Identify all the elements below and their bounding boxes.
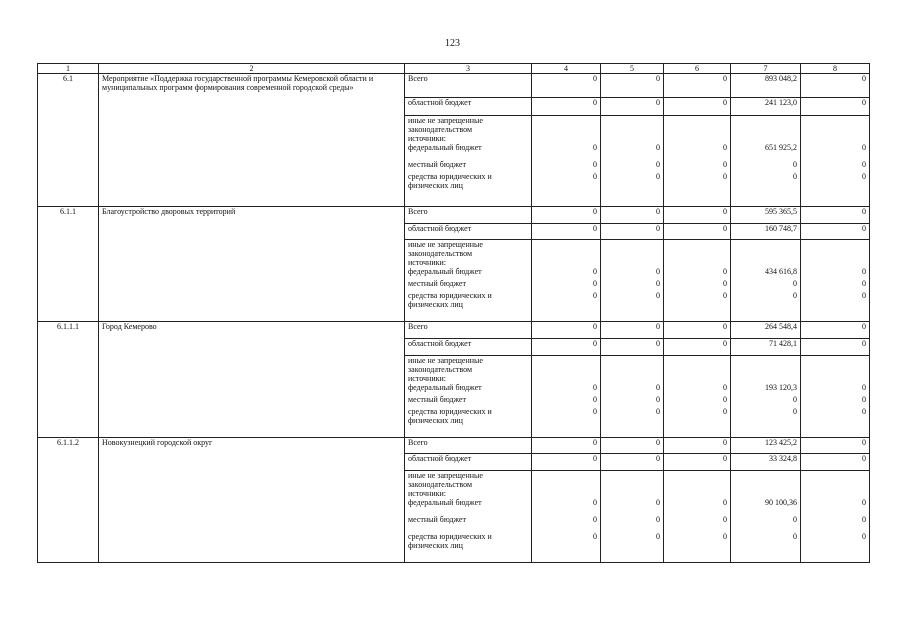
budget-table [37,63,870,563]
spacer [804,524,866,532]
local-value: 0 [723,279,727,288]
table-row-total [38,438,870,454]
local-value: 0 [793,515,797,524]
regional-value: 0 [664,98,731,116]
total-value: 0 [664,207,731,224]
other-values [664,240,731,322]
total-value: 264 548,4 [731,322,801,339]
federal-label: федеральный бюджет [408,143,482,152]
other-values [601,240,664,322]
federal-value: 90 100,36 [765,498,797,507]
other-sources-label: источники: [408,374,446,383]
table-row-total [38,207,870,224]
federal-value: 0 [862,267,866,276]
legal-value: 0 [862,532,866,541]
federal-label: федеральный бюджет [408,383,482,392]
federal-value: 434 616,8 [765,267,797,276]
other-sources-label: законодательством [408,365,473,374]
other-values [532,471,601,563]
legal-value: 0 [656,407,660,416]
local-value: 0 [793,279,797,288]
other-sources-label: иные не запрещенные [408,356,483,365]
other-values [801,356,870,438]
local-value: 0 [723,395,727,404]
spacer [667,152,727,160]
other-sources-label: иные не запрещенные [408,116,483,125]
spacer [667,524,727,532]
spacer [604,116,660,143]
table-body [38,74,870,563]
column-header: 3 [405,64,532,74]
legal-value: 0 [793,291,797,300]
column-header: 2 [99,64,405,74]
local-value: 0 [593,515,597,524]
federal-value: 0 [656,498,660,507]
local-value: 0 [723,160,727,169]
column-header: 5 [601,64,664,74]
regional-value: 0 [664,454,731,471]
spacer [804,240,866,267]
regional-value: 0 [801,339,870,356]
regional-value: 71 428,1 [731,339,801,356]
regional-value: 0 [601,454,664,471]
legal-value: 0 [723,172,727,181]
spacer [734,507,797,515]
legal-value: 0 [793,407,797,416]
source-regional-label: областной бюджет [405,224,532,240]
source-regional-label: областной бюджет [405,454,532,471]
table-row-total [38,322,870,339]
column-header: 4 [532,64,601,74]
spacer [734,471,797,498]
total-value: 893 048,2 [731,74,801,98]
legal-value: 0 [656,532,660,541]
total-value: 0 [601,438,664,454]
local-value: 0 [593,160,597,169]
spacer [408,524,528,532]
other-values [731,240,801,322]
local-value: 0 [656,160,660,169]
total-value: 0 [664,322,731,339]
other-values [801,116,870,207]
regional-value: 0 [532,339,601,356]
local-label: местный бюджет [408,515,466,524]
local-value: 0 [862,395,866,404]
legal-value: 0 [593,407,597,416]
source-total-label: Всего [405,207,532,224]
spacer [604,240,660,267]
table-row-total [38,74,870,98]
federal-value: 0 [723,383,727,392]
spacer [535,240,597,267]
federal-value: 0 [723,498,727,507]
other-values [731,116,801,207]
spacer [804,356,866,383]
federal-value: 0 [723,267,727,276]
local-label: местный бюджет [408,395,466,404]
source-other-labels [405,240,532,322]
regional-value: 160 748,7 [731,224,801,240]
other-values [601,471,664,563]
spacer [804,152,866,160]
spacer [604,524,660,532]
total-value: 0 [664,74,731,98]
local-value: 0 [593,279,597,288]
federal-label: федеральный бюджет [408,498,482,507]
legal-value: 0 [723,407,727,416]
other-values [532,240,601,322]
other-values [731,471,801,563]
regional-value: 0 [801,454,870,471]
federal-value: 0 [593,383,597,392]
page-number: 123 [445,38,460,49]
other-values [601,356,664,438]
spacer [535,471,597,498]
total-value: 0 [801,438,870,454]
total-value: 595 365,5 [731,207,801,224]
item-code: 6.1.1.2 [38,438,99,563]
regional-value: 0 [601,98,664,116]
legal-label: средства юридических и [408,172,492,181]
item-name: Новокузнецкий городской округ [99,438,405,563]
regional-value: 0 [532,224,601,240]
regional-value: 0 [801,224,870,240]
local-value: 0 [793,160,797,169]
source-total-label: Всего [405,74,532,98]
federal-value: 0 [862,383,866,392]
local-value: 0 [656,279,660,288]
other-sources-label: законодательством [408,125,473,134]
spacer [667,507,727,515]
regional-value: 241 123,0 [731,98,801,116]
other-values [532,356,601,438]
federal-value: 193 120,3 [765,383,797,392]
local-label: местный бюджет [408,160,466,169]
regional-value: 0 [664,339,731,356]
column-header: 6 [664,64,731,74]
legal-value: 0 [793,172,797,181]
legal-value: 0 [656,172,660,181]
federal-value: 0 [593,143,597,152]
legal-value: 0 [656,291,660,300]
legal-value: 0 [862,291,866,300]
local-value: 0 [656,515,660,524]
item-code: 6.1.1.1 [38,322,99,438]
spacer [535,507,597,515]
source-regional-label: областной бюджет [405,98,532,116]
total-value: 0 [601,207,664,224]
spacer [604,356,660,383]
total-value: 0 [532,207,601,224]
federal-value: 0 [656,383,660,392]
item-name: Мероприятие «Поддержка государственной программы Кемеровской области и муниципальных программ формирования современной городской среды» [99,74,405,207]
other-sources-label: источники: [408,258,446,267]
legal-value: 0 [862,172,866,181]
spacer [408,507,528,515]
federal-value: 0 [593,267,597,276]
local-value: 0 [593,395,597,404]
total-value: 0 [601,74,664,98]
total-value: 0 [801,322,870,339]
other-sources-label: законодательством [408,249,473,258]
spacer [535,524,597,532]
total-value: 0 [532,438,601,454]
spacer [535,116,597,143]
item-code: 6.1.1 [38,207,99,322]
legal-label: средства юридических и [408,407,492,416]
local-value: 0 [723,515,727,524]
spacer [604,507,660,515]
spacer [535,356,597,383]
other-sources-label: иные не запрещенные [408,471,483,480]
local-value: 0 [793,395,797,404]
total-value: 0 [801,74,870,98]
other-values [664,116,731,207]
total-value: 0 [532,322,601,339]
local-value: 0 [656,395,660,404]
spacer [604,471,660,498]
federal-value: 651 925,2 [765,143,797,152]
federal-value: 0 [593,498,597,507]
local-label: местный бюджет [408,279,466,288]
source-other-labels [405,471,532,563]
other-values [731,356,801,438]
federal-value: 0 [656,143,660,152]
total-value: 0 [601,322,664,339]
legal-value: 0 [723,291,727,300]
total-value: 123 425,2 [731,438,801,454]
spacer [804,471,866,498]
total-value: 0 [801,207,870,224]
federal-value: 0 [862,498,866,507]
regional-value: 0 [532,98,601,116]
legal-label: физических лиц [408,181,463,190]
legal-label: средства юридических и [408,532,492,541]
spacer [734,116,797,143]
regional-value: 0 [801,98,870,116]
legal-value: 0 [593,172,597,181]
total-value: 0 [664,438,731,454]
spacer [734,152,797,160]
federal-value: 0 [723,143,727,152]
spacer [408,152,528,160]
other-sources-label: законодательством [408,480,473,489]
spacer [667,116,727,143]
spacer [604,152,660,160]
regional-value: 0 [601,339,664,356]
legal-label: физических лиц [408,300,463,309]
spacer [804,507,866,515]
other-sources-label: источники: [408,489,446,498]
spacer [535,152,597,160]
spacer [804,116,866,143]
item-name: Благоустройство дворовых территорий [99,207,405,322]
legal-label: физических лиц [408,416,463,425]
source-total-label: Всего [405,322,532,339]
column-header: 7 [731,64,801,74]
column-header: 8 [801,64,870,74]
legal-value: 0 [723,532,727,541]
other-values [801,471,870,563]
federal-value: 0 [656,267,660,276]
regional-value: 0 [532,454,601,471]
local-value: 0 [862,515,866,524]
spacer [734,356,797,383]
other-values [801,240,870,322]
source-total-label: Всего [405,438,532,454]
spacer [667,471,727,498]
spacer [667,240,727,267]
item-code: 6.1 [38,74,99,207]
other-values [664,356,731,438]
regional-value: 0 [664,224,731,240]
other-values [664,471,731,563]
source-regional-label: областной бюджет [405,339,532,356]
legal-label: средства юридических и [408,291,492,300]
legal-label: физических лиц [408,541,463,550]
item-name: Город Кемерово [99,322,405,438]
legal-value: 0 [793,532,797,541]
federal-label: федеральный бюджет [408,267,482,276]
local-value: 0 [862,279,866,288]
other-values [532,116,601,207]
regional-value: 0 [601,224,664,240]
legal-value: 0 [862,407,866,416]
column-number-row [38,64,870,74]
legal-value: 0 [593,291,597,300]
total-value: 0 [532,74,601,98]
spacer [734,524,797,532]
spacer [667,356,727,383]
other-values [601,116,664,207]
federal-value: 0 [862,143,866,152]
spacer [734,240,797,267]
source-other-labels [405,116,532,207]
regional-value: 33 324,8 [731,454,801,471]
local-value: 0 [862,160,866,169]
column-header: 1 [38,64,99,74]
source-other-labels [405,356,532,438]
other-sources-label: иные не запрещенные [408,240,483,249]
legal-value: 0 [593,532,597,541]
other-sources-label: источники: [408,134,446,143]
